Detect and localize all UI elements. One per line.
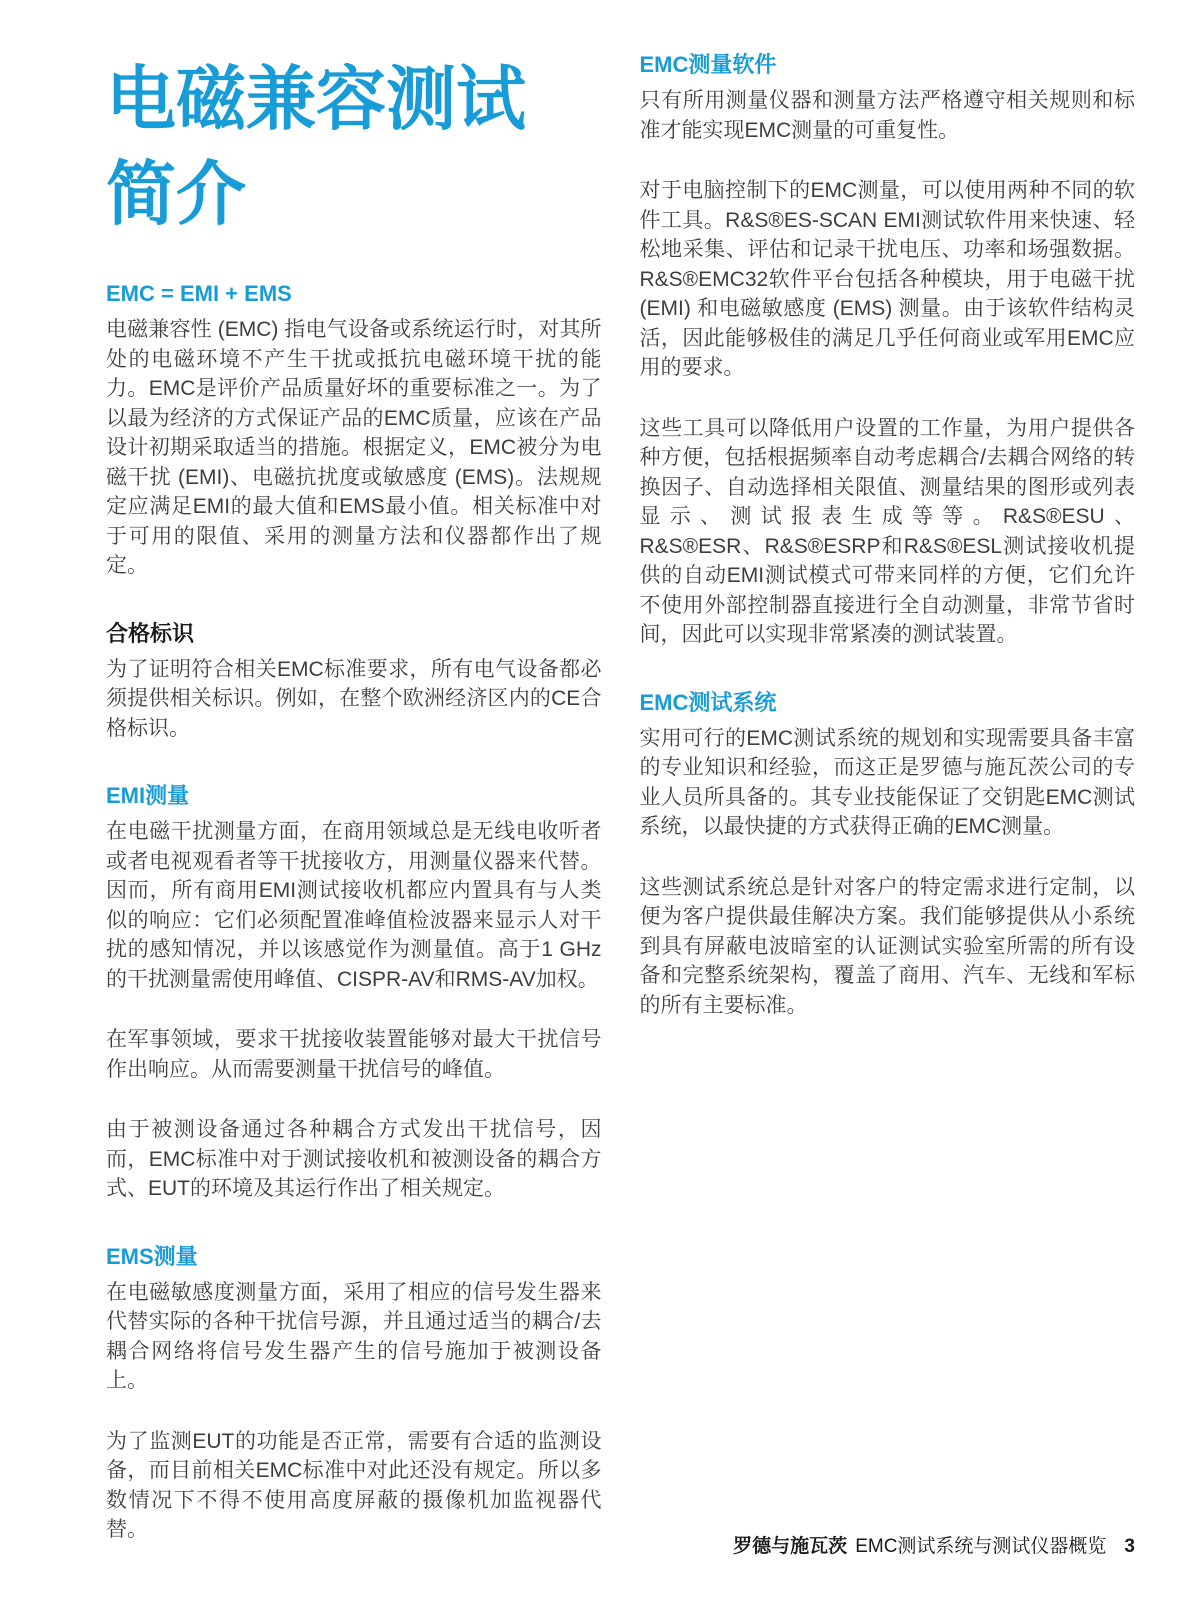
paragraph: 只有所用测量仪器和测量方法严格遵守相关规则和标准才能实现EMC测量的可重复性。: [639, 89, 1135, 142]
section-heading-conformity-mark: 合格标识: [106, 620, 195, 646]
section-emc-test-systems: [640, 690, 1136, 1021]
paragraph: 为了监测EUT的功能是否正常，需要有合适的监测设备，而目前相关EMC标准中对此还没有规定。所以多数情况下不得不使用高度屏蔽的摄像机加监视器代替。: [106, 1429, 602, 1541]
paragraph: 在军事领域，要求干扰接收装置能够对最大干扰信号作出响应。从而需要测量干扰信号的峰值。: [106, 1028, 602, 1081]
page-footer: [733, 1535, 1135, 1559]
section-emi-measurement: [106, 783, 602, 1204]
paragraph: 这些工具可以降低用户设置的工作量，为用户提供各种方便，包括根据频率自动考虑耦合/去耦合网络的转换因子、自动选择相关限值、测量结果的图形或列表显示、测试报表生成等等。R&S®ESU、R&S®ESR、R&S®ESRP和R&S®ESL测试接收机提供的自动EMI测试模式可带来同样的方便，它们允许不使用外部控制器直接进行全自动测量，非常节省时间，因此可以实现非常紧凑的测试装置。: [639, 416, 1135, 646]
section-emc-software: [640, 52, 1136, 650]
page-title-line-2: 简介: [106, 154, 246, 233]
footer-page-number: 3: [1124, 1536, 1135, 1557]
paragraph: 对于电脑控制下的EMC测量，可以使用两种不同的软件工具。R&S®ES-SCAN EMI测试软件用来快速、轻松地采集、评估和记录干扰电压、功率和场强数据。R&S®EMC32软件平台包括各种模块，用于电磁干扰 (EMI) 和电磁敏感度 (EMS) 测量。由于该软件结构灵活，因此能够极佳的满足几乎任何商业或军用EMC应用的要求。: [639, 179, 1135, 379]
paragraph: 为了证明符合相关EMC标准要求，所有电气设备都必须提供相关标识。例如，在整个欧洲经济区内的CE合格标识。: [106, 657, 602, 740]
section-heading-emc-software: EMC测量软件: [639, 52, 777, 77]
page-title-line-1: 电磁兼容测试: [106, 60, 526, 138]
paragraph: 在电磁敏感度测量方面，采用了相应的信号发生器来代替实际的各种干扰信号源，并且通过适当的耦合/去耦合网络将信号发生器产生的信号施加于被测设备上。: [106, 1280, 602, 1392]
section-heading-ems-measurement: EMS测量: [106, 1243, 198, 1269]
section-ems-measurement: [106, 1244, 602, 1545]
paragraph: 在电磁干扰测量方面，在商用领域总是无线电收听者或者电视观看者等干扰接收方，用测量仪器来代替。因而，所有商用EMI测试接收机都应内置具有与人类似的响应：它们必须配置准峰值检波器来显示人对干扰的感知情况，并以该感觉作为测量值。高于1 GHz的干扰测量需使用峰值、CISPR-AV和RMS-AV加权。: [106, 820, 602, 991]
footer-brand: 罗德与施瓦茨: [733, 1536, 848, 1557]
page-title: [106, 52, 602, 241]
section-emc-definition: [106, 281, 602, 581]
section-heading-emi-measurement: EMI测量: [106, 783, 190, 808]
right-column: [640, 52, 1136, 1576]
section-conformity-mark: [106, 621, 602, 744]
paragraph: 由于被测设备通过各种耦合方式发出干扰信号，因而，EMC标准中对于测试接收机和被测设备的耦合方式、EUT的环境及其运行作出了相关规定。: [106, 1118, 602, 1200]
section-heading-emc-test-systems: EMC测试系统: [639, 689, 777, 715]
left-column: [106, 52, 602, 1576]
section-heading-emc-definition: EMC = EMI + EMS: [106, 281, 292, 306]
paragraph: 电磁兼容性 (EMC) 指电气设备或系统运行时，对其所处的电磁环境不产生干扰或抵抗电磁环境干扰的能力。EMC是评价产品质量好坏的重要标准之一。为了以最为经济的方式保证产品的EMC质量，应该在产品设计初期采取适当的措施。根据定义，EMC被分为电磁干扰 (EMI)、电磁抗扰度或敏感度 (EMS)。法规规定应满足EMI的最大值和EMS最小值。相关标准中对于可用的限值、采用的测量方法和仪器都作出了规定。: [106, 318, 602, 577]
footer-doc-title: EMC测试系统与测试仪器概览: [855, 1536, 1107, 1557]
paragraph: 实用可行的EMC测试系统的规划和实现需要具备丰富的专业知识和经验，而这正是罗德与施瓦茨公司的专业人员所具备的。其专业技能保证了交钥匙EMC测试系统，以最快捷的方式获得正确的EMC测量。: [639, 726, 1135, 838]
paragraph: 这些测试系统总是针对客户的特定需求进行定制，以便为客户提供最佳解决方案。我们能够提供从小系统到具有屏蔽电波暗室的认证测试实验室所需的所有设备和完整系统架构，覆盖了商用、汽车、无线和军标的所有主要标准。: [639, 875, 1135, 1017]
